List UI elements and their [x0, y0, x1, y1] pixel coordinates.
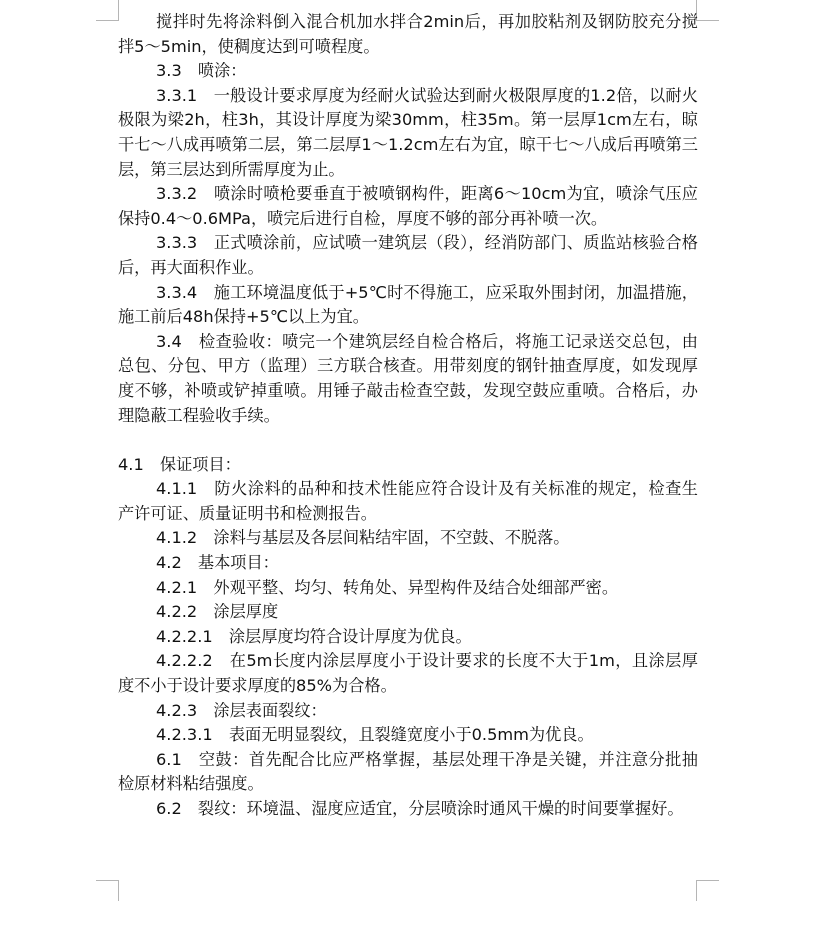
blank-line	[118, 428, 698, 453]
heading-4-2-basic-items: 4.2 基本项目：	[156, 553, 279, 573]
paragraph-4-2-2-2: 4.2.2.2 在5m长度内涂层厚度小于设计要求的长度不大于1m，且涂层厚度不小于设计要求厚度的85%为合格。	[118, 651, 698, 696]
paragraph-mixing: 搅拌时先将涂料倒入混合机加水拌合2min后，再加胶粘剂及钢防胶充分搅拌5～5min，使稠度达到可喷程度。	[118, 12, 698, 56]
page-corner-mark-bottom-left	[96, 880, 119, 901]
heading-3-3-spraying: 3.3 喷涂：	[156, 61, 247, 81]
paragraph-4-2-1: 4.2.1 外观平整、均匀、转角处、异型构件及结合处细部严密。	[156, 577, 619, 597]
page-corner-mark-top-right	[696, 0, 719, 21]
paragraph-4-2-3-1: 4.2.3.1 表面无明显裂纹，且裂缝宽度小于0.5mm为优良。	[156, 725, 594, 745]
heading-4-2-3: 4.2.3 涂层表面裂纹：	[156, 700, 327, 720]
page-corner-mark-top-left	[96, 0, 119, 21]
page-corner-mark-bottom-right	[696, 880, 719, 901]
paragraph-3-3-1: 3.3.1 一般设计要求厚度为经耐火试验达到耐火极限厚度的1.2倍，以耐火极限为梁2h，柱3h，其设计厚度为梁30mm，柱35m。第一层厚1cm左右，晾干七～八成再喷第二层，第二层厚1～1.2cm左右为宜，晾干七～八成后再喷第三层，第三层达到所需厚度为止。	[118, 85, 698, 179]
paragraph-3-4: 3.4 检查验收：喷完一个建筑层经自检合格后，将施工记录送交总包，由总包、分包、甲方（监理）三方联合核查。用带刻度的钢针抽查厚度，如发现厚度不够，补喷或铲掉重喷。用锤子敲击检查空鼓，发现空鼓应重喷。合格后，办理隐蔽工程验收手续。	[118, 331, 698, 425]
paragraph-6-1: 6.1 空鼓：首先配合比应严格掌握，基层处理干净是关键，并注意分批抽检原材料粘结强度。	[118, 749, 698, 794]
heading-4-2-2: 4.2.2 涂层厚度	[156, 602, 279, 622]
paragraph-4-1-2: 4.1.2 涂料与基层及各层间粘结牢固，不空鼓、不脱落。	[156, 528, 570, 548]
paragraph-3-3-2: 3.3.2 喷涂时喷枪要垂直于被喷钢构件，距离6～10cm为宜，喷涂气压应保持0.4～0.6MPa，喷完后进行自检，厚度不够的部分再补喷一次。	[118, 184, 698, 228]
heading-4-1-guarantee-items: 4.1 保证项目：	[118, 454, 241, 474]
document-body[interactable]	[118, 10, 698, 822]
paragraph-6-2: 6.2 裂纹：环境温、湿度应适宜，分层喷涂时通风干燥的时间要掌握好。	[156, 799, 684, 818]
paragraph-4-2-2-1: 4.2.2.1 涂层厚度均符合设计厚度为优良。	[156, 626, 472, 646]
paragraph-4-1-1: 4.1.1 防火涂料的品种和技术性能应符合设计及有关标准的规定，检查生产许可证、质量证明书和检测报告。	[118, 479, 698, 523]
paragraph-3-3-4: 3.3.4 施工环境温度低于+5℃时不得施工，应采取外围封闭，加温措施，施工前后48h保持+5℃以上为宜。	[118, 282, 698, 327]
paragraph-3-3-3: 3.3.3 正式喷涂前，应试喷一建筑层（段），经消防部门、质监站核验合格后，再大面积作业。	[118, 233, 698, 277]
